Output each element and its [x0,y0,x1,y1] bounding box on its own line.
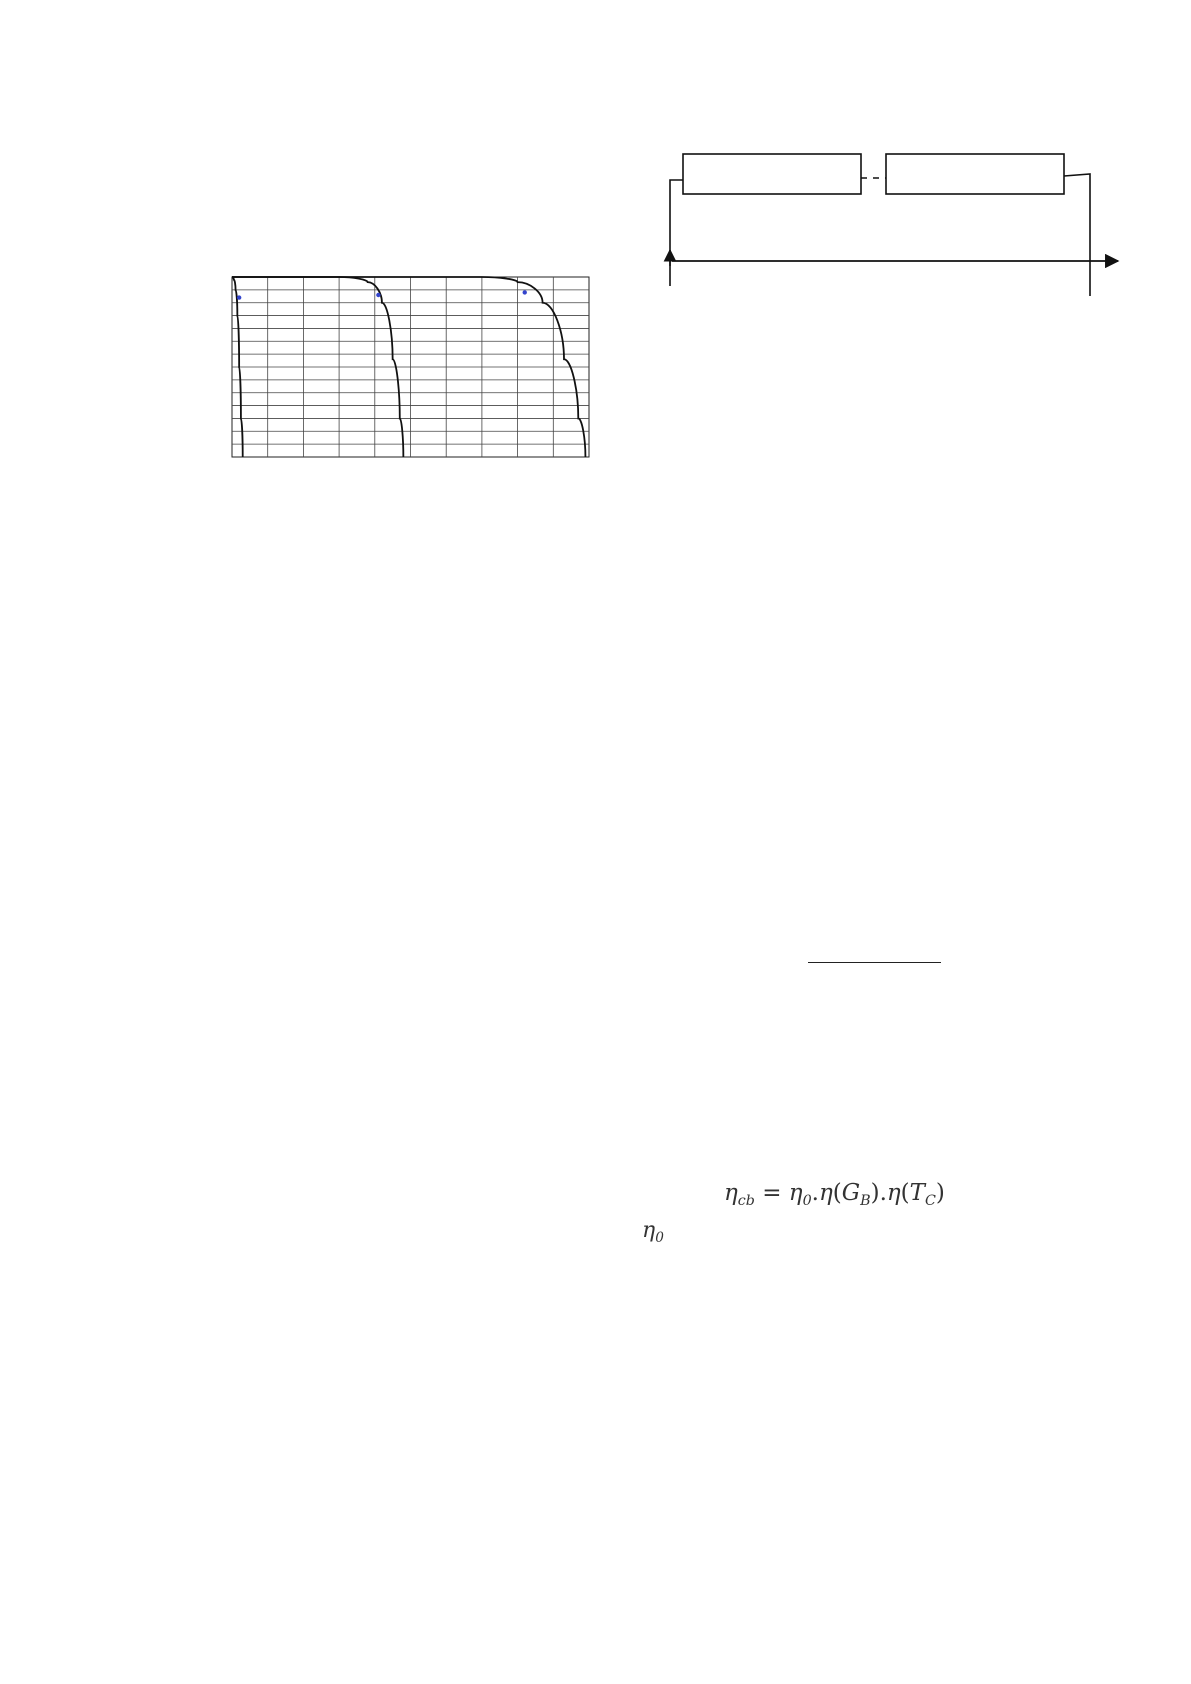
eq-term1-symbol: η [788,1180,803,1206]
eq-dot-2: . [879,1180,887,1206]
eq-dot-1: . [811,1180,819,1206]
fraction-bar [808,962,941,963]
eq-lhs-symbol: η [724,1180,738,1206]
eq-term1-subscript: 0 [802,1192,812,1209]
right-lead-wire [1064,174,1090,296]
chart-marker-3 [523,290,527,294]
module-block-1 [683,154,861,194]
eta0-symbol [642,1218,664,1246]
eq-term3-arg-subscript: C [925,1192,936,1209]
eq-term3-arg: T [909,1180,925,1206]
chart-marker-2 [376,293,380,297]
module-block-diagram [660,150,1130,300]
eq-term3-symbol: η [886,1180,901,1206]
eq-term2-open: ( [832,1180,842,1206]
eq-term3-close: ) [935,1180,945,1206]
eq-lhs-subscript: cb [737,1192,755,1209]
eq-term2-arg: G [841,1180,861,1206]
eq-term2-symbol: η [818,1180,833,1206]
eq-term2-close: ) [870,1180,880,1206]
left-lead-wire [670,180,683,286]
chart-marker-1 [237,295,241,299]
eta0-symbol-main: η [642,1218,656,1243]
iv-curve-chart [231,276,591,459]
eq-term3-open: ( [900,1180,910,1206]
eta0-subscript: 0 [655,1229,664,1246]
module-block-2 [886,154,1064,194]
efficiency-equation [724,1180,945,1209]
eq-equals: = [754,1180,789,1206]
eq-term2-arg-subscript: B [860,1192,871,1209]
